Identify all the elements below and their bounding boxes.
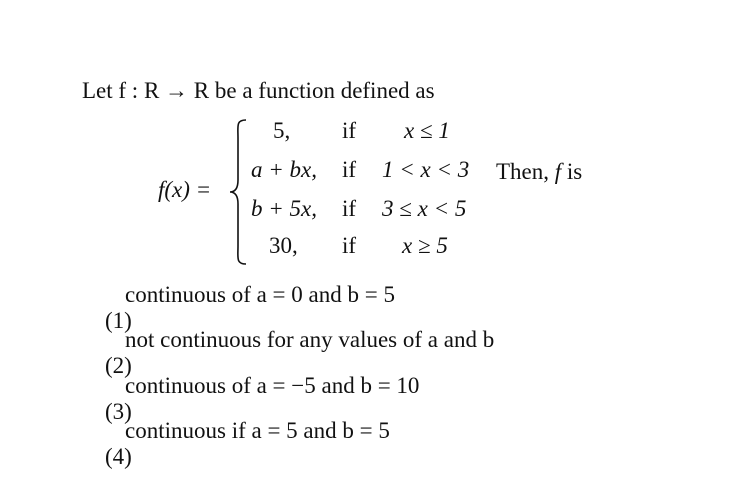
option-1-text: continuous of a = 0 and b = 5 xyxy=(125,282,395,307)
case-3-condition: 3 ≤ x < 5 xyxy=(382,196,467,221)
then-text: Then, xyxy=(496,159,555,184)
option-4-number: (4) xyxy=(105,444,132,469)
case-3-expression: b + 5x, xyxy=(251,196,317,221)
option-3-number: (3) xyxy=(105,399,132,424)
option-2-number: (2) xyxy=(105,353,132,378)
option-2-text: not continuous for any values of a and b xyxy=(125,327,495,352)
case-1-if: if xyxy=(342,118,357,143)
case-4-condition: x ≥ 5 xyxy=(402,233,448,258)
case-3-if: if xyxy=(342,196,357,221)
case-2-expression: a + bx, xyxy=(251,157,317,182)
option-4-text: continuous if a = 5 and b = 5 xyxy=(125,418,390,443)
case-4-if: if xyxy=(342,233,357,258)
function-name: f(x) = xyxy=(158,177,212,202)
case-1-condition: x ≤ 1 xyxy=(404,118,450,143)
case-2-condition: 1 < x < 3 xyxy=(382,157,470,182)
then-clause xyxy=(496,159,582,185)
case-4-expression: 30, xyxy=(269,233,298,258)
then-end-text: is xyxy=(561,159,583,184)
case-1-expression: 5, xyxy=(273,118,291,143)
question-intro: Let f : R → R be a function defined as xyxy=(82,78,435,103)
case-2-if: if xyxy=(342,157,357,182)
option-1-number: (1) xyxy=(105,308,132,333)
option-3-text: continuous of a = −5 and b = 10 xyxy=(125,373,420,398)
then-function-symbol: f xyxy=(554,159,562,184)
left-brace-icon xyxy=(228,118,250,266)
